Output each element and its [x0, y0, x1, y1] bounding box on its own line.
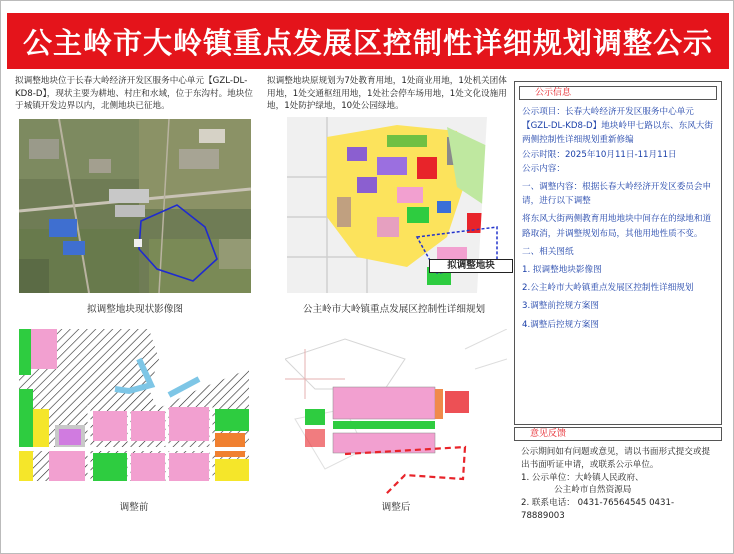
notice-item-2: 二、相关图纸: [522, 246, 574, 257]
before-plan-map: [19, 329, 249, 481]
notice-period: 公示时限：2025年10月11日-11月11日: [522, 149, 677, 160]
adjust-plot-label: 拟调整地块: [429, 259, 513, 273]
before-caption: 调整前: [119, 502, 149, 513]
drawing-item: 4.调整后控规方案图: [522, 319, 599, 330]
notice-content-label: 公示内容：: [522, 163, 565, 174]
satellite-caption: 拟调整地块现状影像图: [87, 304, 183, 315]
notice-info-box: [514, 81, 722, 425]
feedback-phone: 2. 联系电话： 0431-76564545 0431-78889003: [521, 498, 675, 521]
feedback-box: [514, 441, 722, 521]
feedback-text: 公示期间如有问题或意见，请以书面形式提交或提出书面听证申请，或联系公示单位。: [521, 447, 711, 470]
site-description: 拟调整地块位于长春大岭经济开发区服务中心单元【GZL-DL-KD8-D】，现状主要为耕地、村庄和水域，位于东沟村。地块位于城镇开发边界以内，北侧地块已征地。: [15, 76, 253, 111]
after-caption: 调整后: [381, 502, 411, 513]
satellite-image: [19, 119, 251, 293]
regulatory-caption: 公主岭市大岭镇重点发展区控制性详细规划: [302, 304, 486, 315]
original-plan-description: 拟调整地块原规划为7处教育用地，1处商业用地，1处机关团体用地，1处交通枢纽用地，1处社会停车场用地，1处文化设施用地，1处防护绿地，10处公园绿地。: [267, 76, 507, 111]
title-banner: [7, 13, 729, 69]
notice-item-1-detail: 将东风大街两侧教育用地地块中间存在的绿地和道路取消，并调整规划布局，其他用地性质不变。: [522, 214, 712, 239]
drawing-item: 1. 拟调整地块影像图: [522, 265, 602, 276]
feedback-unit-second: 公主岭市自然资源局: [554, 485, 632, 496]
notice-info-header: 公示信息: [519, 86, 717, 100]
feedback-header: 意见反馈: [514, 427, 722, 441]
notice-project: 公示项目：长春大岭经济开发区服务中心单元【GZL-DL-KD8-D】地块岭甲七路以东、东风大街两侧控制性详细规划重新修编: [522, 107, 713, 146]
feedback-unit: 1. 公示单位：大岭镇人民政府、: [521, 472, 644, 483]
drawing-item: 3.调整前控规方案图: [522, 301, 599, 312]
notice-item-1: 一、调整内容：根据长春大岭经济开发区委员会申请，进行以下调整: [522, 182, 712, 207]
page-title: 公主岭市大岭镇重点发展区控制性详细规划调整公示: [22, 25, 713, 60]
drawing-item: 2.公主岭市大岭镇重点发展区控制性详细规划: [522, 283, 694, 294]
after-plan-map: [285, 329, 507, 495]
